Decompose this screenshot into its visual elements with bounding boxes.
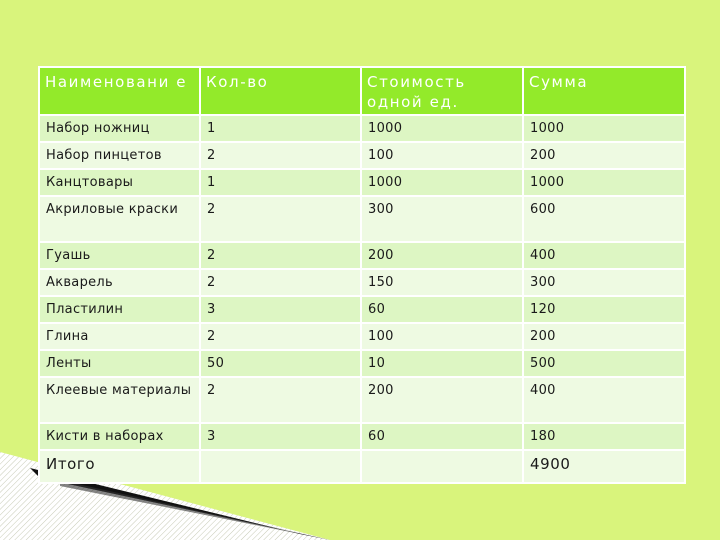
table-row xyxy=(39,196,685,242)
cell-unit-price: 1000 xyxy=(361,169,523,196)
cell-unit-price: 200 xyxy=(361,377,523,423)
total-quantity xyxy=(200,450,361,483)
table-row xyxy=(39,296,685,323)
table-row xyxy=(39,242,685,269)
cell-sum: 300 xyxy=(523,269,685,296)
cell-quantity: 1 xyxy=(200,115,361,142)
table-header-row xyxy=(39,67,685,115)
table-row xyxy=(39,142,685,169)
cell-unit-price: 60 xyxy=(361,296,523,323)
cell-name: Акварель xyxy=(39,269,200,296)
cell-sum: 500 xyxy=(523,350,685,377)
items-table xyxy=(38,66,686,484)
cell-name: Набор пинцетов xyxy=(39,142,200,169)
cell-name: Клеевые материалы xyxy=(39,377,200,423)
cell-quantity: 1 xyxy=(200,169,361,196)
table-row xyxy=(39,377,685,423)
cell-sum: 1000 xyxy=(523,115,685,142)
cell-name: Набор ножниц xyxy=(39,115,200,142)
cell-name: Канцтовары xyxy=(39,169,200,196)
table-row xyxy=(39,323,685,350)
cell-sum: 600 xyxy=(523,196,685,242)
cell-unit-price: 200 xyxy=(361,242,523,269)
cell-unit-price: 1000 xyxy=(361,115,523,142)
table-row xyxy=(39,269,685,296)
cell-sum: 180 xyxy=(523,423,685,450)
cell-unit-price: 10 xyxy=(361,350,523,377)
cell-quantity: 2 xyxy=(200,323,361,350)
cell-quantity: 50 xyxy=(200,350,361,377)
header-unit-price: Стоимость одной ед. xyxy=(361,67,523,115)
cell-sum: 400 xyxy=(523,377,685,423)
cell-unit-price: 100 xyxy=(361,142,523,169)
cell-quantity: 2 xyxy=(200,242,361,269)
cell-name: Глина xyxy=(39,323,200,350)
cell-sum: 200 xyxy=(523,323,685,350)
cell-quantity: 2 xyxy=(200,196,361,242)
total-sum: 4900 xyxy=(523,450,685,483)
cell-sum: 400 xyxy=(523,242,685,269)
cell-unit-price: 100 xyxy=(361,323,523,350)
cell-unit-price: 150 xyxy=(361,269,523,296)
cell-quantity: 2 xyxy=(200,142,361,169)
cell-sum: 200 xyxy=(523,142,685,169)
cell-unit-price: 60 xyxy=(361,423,523,450)
table-row xyxy=(39,115,685,142)
cell-name: Пластилин xyxy=(39,296,200,323)
cell-quantity: 2 xyxy=(200,269,361,296)
table-row xyxy=(39,169,685,196)
header-name: Наименовани е xyxy=(39,67,200,115)
cell-quantity: 3 xyxy=(200,423,361,450)
cell-quantity: 2 xyxy=(200,377,361,423)
total-row xyxy=(39,450,685,483)
cell-name: Ленты xyxy=(39,350,200,377)
header-sum: Сумма xyxy=(523,67,685,115)
table-row xyxy=(39,423,685,450)
cell-unit-price: 300 xyxy=(361,196,523,242)
cell-name: Кисти в наборах xyxy=(39,423,200,450)
total-unit-price xyxy=(361,450,523,483)
table-row xyxy=(39,350,685,377)
header-quantity: Кол-во xyxy=(200,67,361,115)
cell-name: Гуашь xyxy=(39,242,200,269)
cell-sum: 120 xyxy=(523,296,685,323)
cell-name: Акриловые краски xyxy=(39,196,200,242)
total-label: Итого xyxy=(39,450,200,483)
cell-quantity: 3 xyxy=(200,296,361,323)
cell-sum: 1000 xyxy=(523,169,685,196)
